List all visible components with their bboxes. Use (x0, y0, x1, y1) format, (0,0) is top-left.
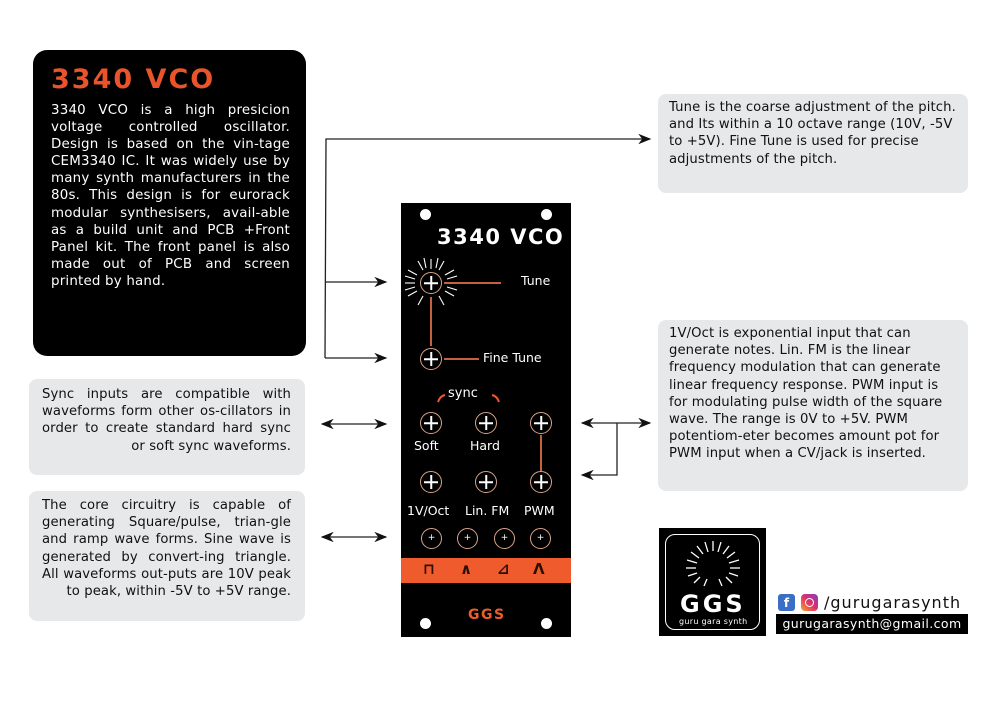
soft-label: Soft (414, 438, 439, 453)
tune-connector-line (444, 282, 501, 284)
sine-wave-icon: Λ (533, 560, 545, 578)
pwm-knob[interactable] (530, 412, 552, 434)
tune-knob[interactable] (420, 272, 442, 294)
fine-tune-knob[interactable] (420, 348, 442, 370)
core-info-box: The core circuitry is capable of generating Square/pulse, trian-gle and ramp wave forms. Sine wave is generated by convert-ing triangle. All waveforms out-puts are 10V peak to peak, within -5V to +5V range. (29, 491, 305, 621)
mounting-hole (420, 618, 431, 629)
v-oct-label: 1V/Oct (407, 503, 450, 518)
tune-info-box: Tune is the coarse adjustment of the pitch. and Its within a 10 octave range (10V, -5V to +5V). Fine Tune is used for precise adjustments of the pitch. (658, 94, 968, 193)
triangle-output-jack[interactable]: + (457, 528, 478, 549)
ramp-output-jack[interactable]: + (494, 528, 515, 549)
mounting-hole (541, 209, 552, 220)
sine-output-jack[interactable]: + (530, 528, 551, 549)
v-oct-jack[interactable] (420, 471, 442, 493)
panel-title: 3340 VCO (437, 225, 565, 249)
pwm-jack[interactable] (530, 471, 552, 493)
lin-fm-jack[interactable] (475, 471, 497, 493)
intro-description: 3340 VCO is a high presicion voltage controlled oscillator. Design is based on the vin-tage CEM3340 IC. It was widely use by many synth manufacturers in the 80s. This design is for eurorack modular synthesisers, avail-able as a build unit and PCB +Front Panel kit. The front panel is also made out of PCB and screen printed by hand. (51, 103, 290, 289)
social-handle[interactable]: /gurugarasynth (824, 592, 962, 612)
hard-sync-jack[interactable] (475, 412, 497, 434)
pwm-label: PWM (524, 503, 555, 518)
fine-tune-connector-line (444, 358, 479, 360)
sunburst-icon (684, 539, 742, 587)
mounting-hole (420, 209, 431, 220)
logo-subtitle: guru gara synth (679, 617, 748, 626)
fine-tune-label: Fine Tune (483, 350, 542, 365)
lin-fm-label: Lin. FM (465, 503, 510, 518)
sync-info-box: Sync inputs are compatible with waveforms form other os-cillators in order to create standard hard sync or soft sync waveforms. (29, 379, 305, 475)
square-wave-icon: ⊓ (423, 560, 435, 578)
soft-sync-jack[interactable] (420, 412, 442, 434)
facebook-icon[interactable]: f (778, 594, 795, 611)
intro-title: 3340 VCO (51, 64, 216, 95)
waveform-strip (401, 558, 571, 583)
square-output-jack[interactable]: + (421, 528, 442, 549)
module-front-panel (401, 203, 571, 637)
instagram-icon[interactable] (801, 594, 818, 611)
sync-label: sync (448, 386, 478, 401)
hard-label: Hard (470, 438, 500, 453)
ggs-logo (659, 528, 766, 636)
triangle-wave-icon: ∧ (460, 560, 473, 578)
tune-vertical-line (430, 297, 432, 346)
panel-brand: GGS (468, 607, 506, 623)
logo-frame (665, 534, 760, 630)
tune-label: Tune (521, 273, 551, 288)
social-row (778, 592, 961, 612)
inputs-info-box: 1V/Oct is exponential input that can generate notes. Lin. FM is the linear frequency modulation that can generate linear frequency response. PWM input is for modulating pulse width of the square wave. The range is 0V to +5V. PWM potentiom-eter becomes amount pot for PWM input when a CV/jack is inserted. (658, 320, 968, 491)
mounting-hole (541, 618, 552, 629)
logo-text: GGS (680, 590, 746, 618)
pwm-connector-line (540, 435, 542, 471)
ramp-wave-icon: ⊿ (497, 560, 510, 578)
email-address[interactable]: gurugarasynth@gmail.com (776, 614, 968, 634)
